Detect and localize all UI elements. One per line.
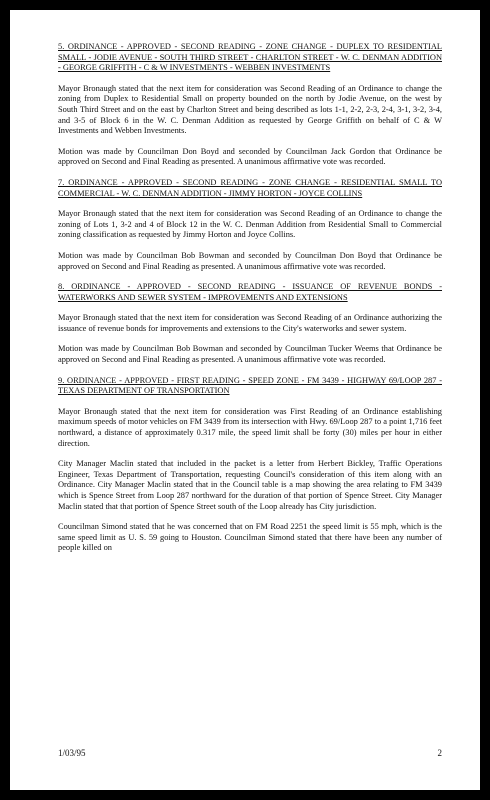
agenda-item-paragraph: Mayor Bronaugh stated that the next item for consideration was Second Reading of an Ordinance to change the zoning from Duplex to Residential Small on property bounded on the north by Jodie Avenue, on the west by South Third Street and on the east by Charlton Street and being described as lots 1-1, 2-2, 2-3, 2-4, 3-1, 3-2, 3-4, and 3-5 of Block 6 in the W. C. Denman Addition as requested by George Griffith on behalf of C & W Investments and Webben Investments.: [58, 83, 442, 136]
agenda-item: [58, 376, 442, 554]
agenda-item: [58, 178, 442, 272]
agenda-item-paragraph: Mayor Bronaugh stated that the next item for consideration was Second Reading of an Ordinance to change the zoning of Lots 1, 3-2 and 4 of Block 12 in the W. C. Denman Addition from Residential Small to Commercial zoning classification as requested by Jimmy Horton and Joyce Collins.: [58, 209, 442, 240]
agenda-item: [58, 42, 442, 168]
agenda-item-paragraph: Motion was made by Councilman Bob Bowman and seconded by Councilman Don Boyd that Ordinance be approved on Second and Final Reading as presented. A unanimous affirmative vote was recorded.: [58, 250, 442, 271]
footer-date: 1/03/95: [58, 748, 86, 758]
footer-page-number: 2: [437, 748, 442, 758]
document-page: [10, 10, 480, 790]
agenda-item-paragraph: Mayor Bronaugh stated that the next item for consideration was Second Reading of an Ordinance authorizing the issuance of revenue bonds for improvements and extensions to the City's waterworks and sewer system.: [58, 313, 442, 333]
agenda-item: [58, 282, 442, 366]
agenda-item-paragraph: Councilman Simond stated that he was concerned that on FM Road 2251 the speed limit is 55 mph, which is the same speed limit as U. S. 59 going to Houston. Councilman Simond stated that there have been any number of people killed on: [58, 522, 442, 553]
agenda-item-paragraph: City Manager Maclin stated that included in the packet is a letter from Herbert Bickley, Traffic Operations Engineer, Texas Department of Transportation, requesting Council's consideration of this item along with an Ordinance. City Manager Maclin stated that in the Council table is a map showing the area relating to FM 3439 which is Spence Street from Loop 287 northward for the duration of that portion of Spence Street. City Manager Maclin stated that that portion of Spence Street south of the Loop already has City jurisdiction.: [58, 459, 442, 511]
agenda-item-heading: 9. ORDINANCE - APPROVED - FIRST READING - SPEED ZONE - FM 3439 - HIGHWAY 69/LOOP 287 - TEXAS DEPARTMENT OF TRANSPORTATION: [58, 375, 442, 396]
agenda-item-paragraph: Motion was made by Councilman Don Boyd and seconded by Councilman Jack Gordon that Ordinance be approved on Second and Final Reading as presented. A unanimous affirmative vote was recorded.: [58, 146, 442, 167]
agenda-item-paragraph: Mayor Bronaugh stated that the next item for consideration was First Reading of an Ordinance establishing maximum speeds of motor vehicles on FM 3439 from its intersection with Hwy. 69/Loop 287 to a point 1,716 feet northward, a distance of approximately 0.317 mile, the speed limit shall be forty (30) miles per hour in either direction.: [58, 406, 442, 448]
agenda-item-heading: 8. ORDINANCE - APPROVED - SECOND READING - ISSUANCE OF REVENUE BONDS - WATERWORKS AND SEWER SYSTEM - IMPROVEMENTS AND EXTENSIONS: [58, 282, 442, 302]
page-footer: [58, 748, 442, 759]
agenda-item-heading: 5. ORDINANCE - APPROVED - SECOND READING - ZONE CHANGE - DUPLEX TO RESIDENTIAL SMALL - JODIE AVENUE - SOUTH THIRD STREET - CHARLTON STREET - W. C. DENMAN ADDITION - GEORGE GRIFFITH - C & W INVESTMENTS - WEBBEN INVESTMENTS: [58, 42, 442, 73]
agenda-item-paragraph: Motion was made by Councilman Bob Bowman and seconded by Councilman Tucker Weems that Ordinance be approved on Second and Final Reading as presented. A unanimous affirmative vote was recorded.: [58, 344, 442, 365]
agenda-item-heading: 7. ORDINANCE - APPROVED - SECOND READING - ZONE CHANGE - RESIDENTIAL SMALL TO COMMERCIAL - W. C. DENMAN ADDITION - JIMMY HORTON - JOYCE COLLINS: [58, 177, 442, 198]
minutes-body: [58, 42, 442, 554]
